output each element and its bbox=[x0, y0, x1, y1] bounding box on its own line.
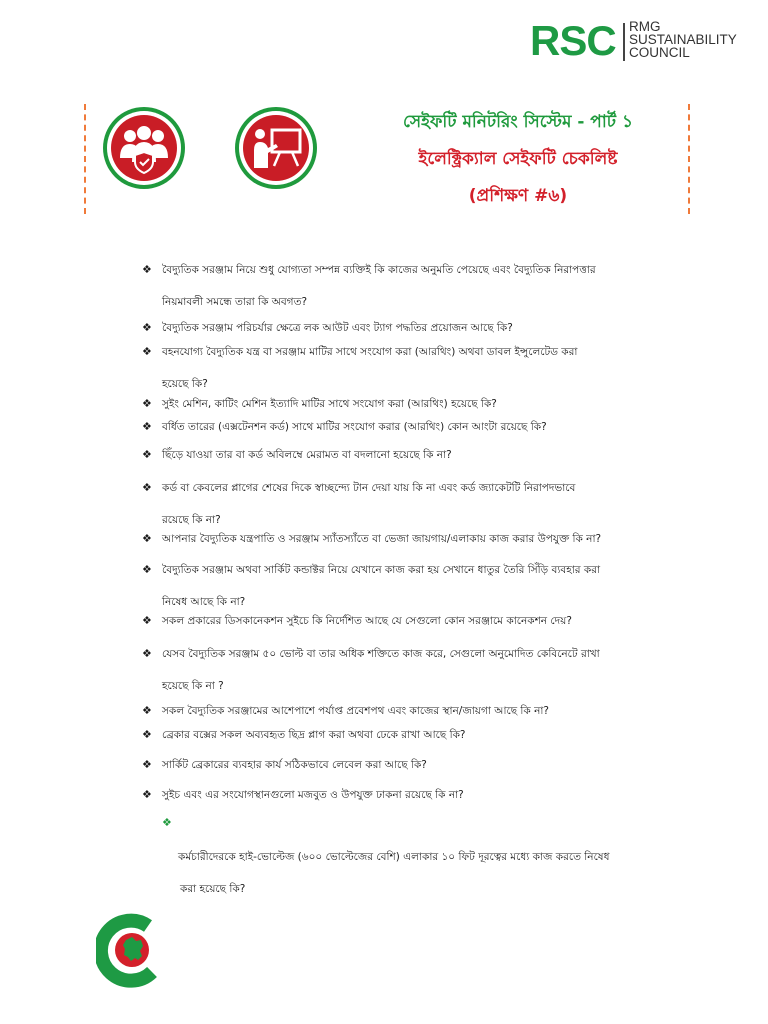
list-item bbox=[142, 477, 686, 531]
logo-line-3: COUNCIL bbox=[629, 45, 690, 60]
item-text-line-1: ব্রেকার বক্সের সকল অব্যবহৃত ছিদ্র প্লাগ করা অথবা ঢেকে রাখা আছে কি? bbox=[162, 729, 466, 741]
list-item bbox=[142, 393, 686, 415]
diamond-bullet-icon: ❖ bbox=[142, 758, 152, 771]
item-text-line-2: নিয়মাবলী সমন্ধে তারা কি অবগত? bbox=[162, 296, 308, 308]
item-text-line-1: আপনার বৈদ্যুতিক যন্ত্রপাতি ও সরঞ্জাম স্যাঁতস্যাঁতে বা ভেজা জায়গায়/এলাকায় কাজ করার উপযুক্ত কি না? bbox=[162, 533, 602, 545]
header-titles bbox=[346, 104, 690, 214]
dashed-divider-left bbox=[84, 104, 86, 214]
item-text-line-1: যেসব বৈদ্যুতিক সরঞ্জাম ৫০ ভোল্ট বা তার অধিক শক্তিতে কাজ করে, সেগুলো অনুমোদিত কেবিনেটে রাখা bbox=[162, 648, 600, 660]
diamond-bullet-icon: ❖ bbox=[142, 728, 152, 741]
diamond-bullet-icon: ❖ bbox=[142, 563, 152, 576]
item-text-line-1: বৈদ্যুতিক সরঞ্জাম অথবা সার্কিট কন্ডাক্টর নিয়ে যেখানে কাজ করা হয় সেখানে ধাতুর তৈরি সিঁড়ি ব্যবহার করা bbox=[162, 564, 601, 576]
training-number: (প্রশিক্ষণ #৬) bbox=[468, 186, 568, 206]
item-text-line-2: করা হয়েছে কি? bbox=[180, 883, 246, 895]
list-item bbox=[142, 754, 686, 776]
item-text-line-1: কর্মচারীদেরকে হাই-ভোল্টেজ (৬০০ ভোল্টেজের বেশি) এলাকার ১০ ফিট দূরত্বের মধ্যে কাজ করতে নিষেধ bbox=[178, 851, 610, 863]
logo-text bbox=[629, 20, 737, 59]
item-text-line-1: সুইং মেশিন, কাটিং মেশিন ইত্যাদি মাটির সাথে সংযোগ করা (আরথিং) হয়েছে কি? bbox=[162, 398, 497, 410]
page-title: সেইফটি মনিটরিং সিস্টেম - পার্ট ১ bbox=[403, 112, 633, 132]
presentation-icon bbox=[234, 106, 318, 190]
item-text-line-1: ছিঁড়ে যাওয়া তার বা কর্ড অবিলম্বে মেরামত বা বদলানো হয়েছে কি না? bbox=[162, 449, 452, 461]
diamond-bullet-icon: ❖ bbox=[142, 448, 152, 461]
list-item bbox=[142, 610, 686, 632]
bangladesh-map-logo-icon bbox=[96, 912, 164, 988]
item-text-line-2: হয়েছে কি না ? bbox=[162, 680, 224, 692]
item-text-line-1: বহনযোগ্য বৈদ্যুতিক যন্ত্র বা সরঞ্জাম মাটির সাথে সংযোগ করা (আরথিং) অথবা ডাবল ইন্সুলেটেড করা bbox=[162, 346, 578, 358]
item-text-line-1: বৈদ্যুতিক সরঞ্জাম পরিচর্যার ক্ষেত্রে লক আউট এবং ট্যাগ পদ্ধতির প্রয়োজন আছে কি? bbox=[162, 322, 513, 334]
list-item bbox=[142, 559, 686, 613]
logo-wordmark: RSC bbox=[530, 17, 616, 64]
diamond-bullet-icon: ❖ bbox=[142, 614, 152, 627]
item-text-line-2: হয়েছে কি? bbox=[162, 378, 208, 390]
list-item bbox=[142, 784, 686, 806]
item-text-line-1: বর্ধিত তারের (এক্সটেনশন কর্ড) সাথে মাটির সংযোগ করার (আরথিং) কোন আংটা রয়েছে কি? bbox=[162, 421, 547, 433]
diamond-bullet-icon: ❖ bbox=[142, 345, 152, 358]
diamond-bullet-icon: ❖ bbox=[142, 788, 152, 801]
page-subtitle: ইলেক্ট্রিক্যাল সেইফটি চেকলিষ্ট bbox=[418, 149, 618, 169]
item-text-line-1: সকল বৈদ্যুতিক সরঞ্জামের আশেপাশে পর্যাপ্ত প্রবেশপথ এবং কাজের স্থান/জায়গা আছে কি না? bbox=[162, 705, 549, 717]
item-text-line-2: নিষেধ আছে কি না? bbox=[162, 596, 246, 608]
diamond-bullet-icon: ❖ bbox=[142, 532, 152, 545]
diamond-bullet-icon: ❖ bbox=[142, 420, 152, 433]
diamond-bullet-icon: ❖ bbox=[162, 816, 172, 829]
diamond-bullet-icon: ❖ bbox=[142, 321, 152, 334]
diamond-bullet-icon: ❖ bbox=[142, 704, 152, 717]
rsc-logo bbox=[530, 18, 745, 63]
item-text-line-1: সার্কিট ব্রেকারের ব্যবহার কার্য সঠিকভাবে লেবেল করা আছে কি? bbox=[162, 759, 427, 771]
list-item bbox=[142, 700, 686, 722]
logo-line-1: RMG bbox=[629, 19, 661, 34]
list-item bbox=[142, 643, 686, 697]
list-item bbox=[162, 812, 686, 900]
diamond-bullet-icon: ❖ bbox=[142, 397, 152, 410]
list-item bbox=[142, 528, 686, 550]
logo-divider bbox=[623, 23, 625, 61]
list-item bbox=[142, 444, 686, 466]
diamond-bullet-icon: ❖ bbox=[142, 647, 152, 660]
item-text-line-2: রয়েছে কি না? bbox=[162, 514, 221, 526]
item-text-line-1: বৈদ্যুতিক সরঞ্জাম নিয়ে শুধু যোগ্যতা সম্পন্ন ব্যক্তিই কি কাজের অনুমতি পেয়েছে এবং বৈদ্যুতিক নিরাপত্তার bbox=[162, 264, 596, 276]
diamond-bullet-icon: ❖ bbox=[142, 481, 152, 494]
list-item bbox=[142, 259, 686, 313]
team-safety-icon bbox=[102, 106, 186, 190]
item-text-line-1: কর্ড বা কেবলের প্লাগের শেষের দিকে স্বাচ্ছন্দ্যে টান দেয়া যায় কি না এবং কর্ড জ্যাকেটটি নিরাপদভাবে bbox=[162, 482, 576, 494]
diamond-bullet-icon: ❖ bbox=[142, 263, 152, 276]
list-item bbox=[142, 724, 686, 746]
list-item bbox=[142, 317, 686, 339]
list-item bbox=[142, 416, 686, 438]
header bbox=[84, 104, 690, 214]
item-text-line-1: সকল প্রকারের ডিসকানেকশন সুইচে কি নির্দেশিত আছে যে সেগুলো কোন সরঞ্জামে কানেকশন দেয়? bbox=[162, 615, 572, 627]
list-item bbox=[142, 341, 686, 395]
logo-line-2: SUSTAINABILITY bbox=[629, 32, 737, 47]
item-text-line-1: সুইচ এবং এর সংযোগস্থানগুলো মজবুত ও উপযুক্ত ঢাকনা রয়েছে কি না? bbox=[162, 789, 464, 801]
